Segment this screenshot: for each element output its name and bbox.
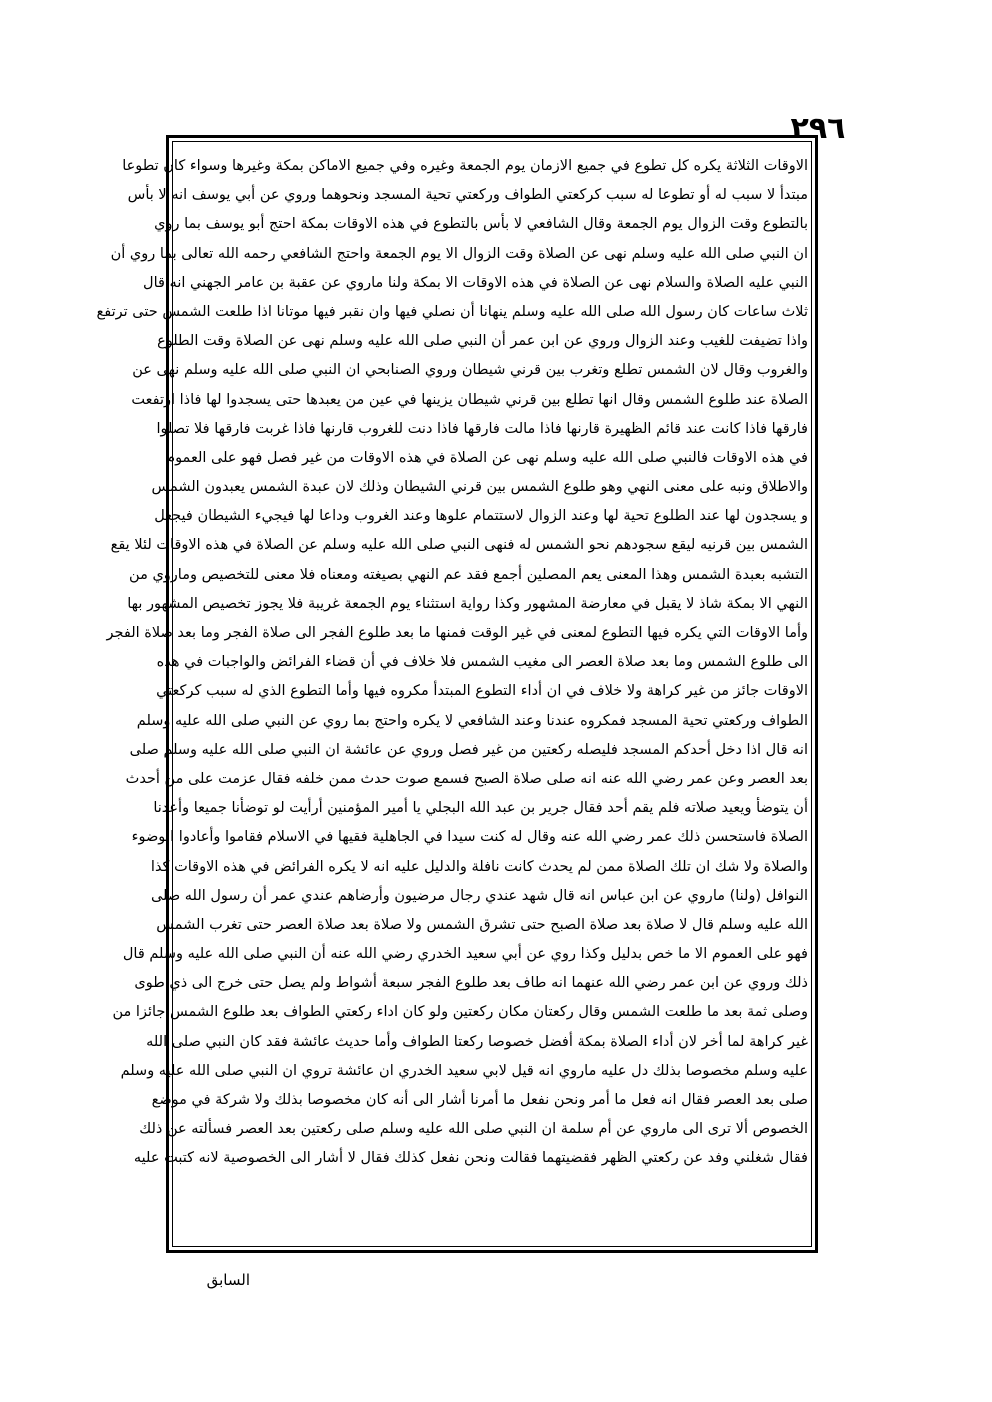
text-line: الخصوص ألا ترى الى ماروي عن أم سلمة ان النبي صلى الله عليه وسلم صلى ركعتين بعد العصر فسألته عن ذلك — [139, 1121, 808, 1138]
text-line: والصلاة ولا شك ان تلك الصلاة ممن لم يحدث كانت نافلة والدليل عليه انه لا يكره الفرائض في هذه الاوقات كذا — [150, 858, 808, 875]
text-line: مبتدأ لا سبب له أو تطوعا له سبب كركعتي الطواف وركعتي تحية المسجد ونحوهما وروي عن أبي يوسف انه لا بأس — [127, 187, 808, 204]
text-body — [96, 152, 808, 1244]
text-line: الاوقات الثلاثة يكره كل تطوع في جميع الازمان يوم الجمعة وغيره وفي جميع الاماكن بمكة وغيرها وسواء كان تطوعا — [122, 158, 808, 174]
text-line: انه قال اذا دخل أحدكم المسجد فليصله ركعتين من غير فصل وروي عن عائشة ان النبي صلى الله عليه وسلم صلى — [129, 741, 808, 758]
text-line: صلى بعد العصر فقال انه فعل ما أمر ونحن نفعل ما أمرنا أشار الى أنه كان مخصوصا بذلك ولا شركة في موضع — [151, 1092, 808, 1108]
text-line: والغروب وقال لان الشمس تطلع وتغرب بين قرني شيطان وروي الصنابحي ان النبي صلى الله عليه وسلم نهى عن — [132, 362, 808, 379]
text-line: وأما الاوقات التي يكره فيها التطوع لمعنى في غير الوقت فمنها ما بعد طلوع الفجر الى صلاة الفجر وما بعد صلاة الفجر — [106, 625, 808, 641]
text-line: أن يتوضأ ويعيد صلاته فلم يقم أحد فقال جرير بن عبد الله البجلي يا أمير المؤمنين أرأيت لو توضأنا جميعا وأعدنا — [153, 800, 808, 817]
text-line: الصلاة فاستحسن ذلك عمر رضي الله عنه وقال له كنت سيدا في الجاهلية فقيها في الاسلام فقاموا وأعادوا الوضوء — [131, 829, 808, 846]
page-number: ٢٩٦ — [790, 111, 846, 146]
text-line: بالتطوع وقت الزوال يوم الجمعة وقال الشافعي لا بأس بالتطوع في هذه الاوقات بمكة احتج أبو يوسف بما روي — [154, 216, 808, 233]
text-line: التشبه بعبدة الشمس وهذا المعنى يعم المصلين أجمع فقد عم النهي بصيغته ومعناه فلا معنى للتخصيص وماروي من — [129, 566, 808, 583]
text-line: الصلاة عند طلوع الشمس وقال انها تطلع بين قرني شيطان يزينها في عين من يعبدها حتى يسجدوا لها فاذا ارتفعت — [131, 391, 808, 408]
text-line: الاوقات جائز من غير كراهة ولا خلاف في ان أداء التطوع المبتدأ مكروه فيها وأما التطوع الذي له سبب كركعتي — [156, 683, 808, 700]
text-line: والاطلاق ونبه على معنى النهي وهو طلوع الشمس بين قرني الشيطان وذلك لان عبدة الشمس يعبدون الشمس — [151, 479, 808, 496]
text-line: و يسجدون لها عند الطلوع تحية لها وعند الزوال لاستتمام علوها وعند الغروب وداعا لها فيجيء الشيطان فيجعل — [154, 508, 808, 525]
text-line: ثلاث ساعات كان رسول الله صلى الله عليه وسلم ينهانا أن نصلي فيها وان نقبر فيها موتانا اذا طلعت الشمس حتى ترتفع — [96, 303, 808, 320]
text-line: فهو على العموم الا ما خص بدليل وكذا روي عن أبي سعيد الخدري رضي الله عنه أن النبي صلى الله عليه وسلم قال — [122, 946, 808, 963]
text-line: وصلى ثمة بعد ما طلعت الشمس وقال ركعتان مكان ركعتين ولو كان اداء ركعتي الطواف بعد طلوع الشمس جائزا من — [112, 1004, 808, 1021]
text-line: فارقها فاذا كانت عند قائم الظهيرة قارنها فاذا مالت فارقها فاذا دنت للغروب قارنها فاذا غربت فارقها فلا تصلوا — [156, 420, 808, 437]
text-line: الطواف وركعتي تحية المسجد فمكروه عندنا وعند الشافعي لا يكره واحتج بما روي عن النبي صلى الله عليه وسلم — [136, 712, 808, 729]
text-line: الشمس بين قرنيه ليقع سجودهم نحو الشمس له فنهى النبي صلى الله عليه وسلم عن الصلاة في هذه الاوقات لئلا يقع — [110, 537, 808, 554]
text-line: الله عليه وسلم قال لا صلاة بعد صلاة الصبح حتى تشرق الشمس ولا صلاة بعد صلاة العصر حتى تغرب الشمس — [156, 916, 808, 933]
text-line: ان النبي صلى الله عليه وسلم نهى عن الصلاة وقت الزوال الا يوم الجمعة واحتج الشافعي رحمه الله تعالى بما روي أن — [110, 245, 808, 262]
footer-catchword: السابق — [206, 1271, 250, 1289]
text-line: الى طلوع الشمس وما بعد صلاة العصر الى مغيب الشمس فلا خلاف في أن قضاء الفرائض والواجبات في هذه — [156, 654, 808, 671]
text-line: غير كراهة لما أخر لان أداء الصلاة بمكة أفضل خصوصا ركعتا الطواف وأما حديث عائشة فقد كان النبي صلى الله — [146, 1033, 808, 1050]
text-line: النوافل (ولنا) ماروي عن ابن عباس انه قال شهد عندي رجال مرضيون وأرضاهم عندي عمر أن رسول الله صلى — [150, 887, 808, 904]
text-line: واذا تضيفت للغيب وعند الزوال وروي عن ابن عمر أن النبي صلى الله عليه وسلم نهى عن الصلاة وقت الطلوع — [157, 333, 808, 350]
text-line: بعد العصر وعن عمر رضي الله عنه انه صلى صلاة الصبح فسمع صوت حدث ممن خلفه فقال عزمت على من أحدث — [125, 770, 808, 787]
text-line: النبي عليه الصلاة والسلام نهى عن الصلاة في هذه الاوقات الا بمكة ولنا ماروي عن عقبة بن عامر الجهني انه قال — [143, 274, 808, 291]
text-line: في هذه الاوقات فالنبي صلى الله عليه وسلم نهى عن الصلاة في هذه الاوقات من غير فصل فهو على العموم — [166, 449, 808, 466]
text-line: فقال شغلني وفد عن ركعتي الظهر فقضيتهما فقالت ونحن نفعل كذلك فقال لا أشار الى الخصوصية لانه كتبت عليه — [133, 1150, 808, 1167]
text-line: عليه وسلم مخصوصا بذلك دل عليه ماروي انه قيل لابي سعيد الخدري ان عائشة تروي ان النبي صلى الله عليه وسلم — [120, 1062, 808, 1079]
text-line: النهي الا بمكة شاذ لا يقبل في معارضة المشهور وكذا رواية استثناء يوم الجمعة غريبة فلا يجوز تخصيص المشهور بها — [127, 595, 808, 612]
text-line: ذلك وروي عن ابن عمر رضي الله عنهما انه طاف بعد طلوع الفجر سبعة أشواط ولم يصل حتى خرج الى ذي طوى — [134, 975, 808, 992]
